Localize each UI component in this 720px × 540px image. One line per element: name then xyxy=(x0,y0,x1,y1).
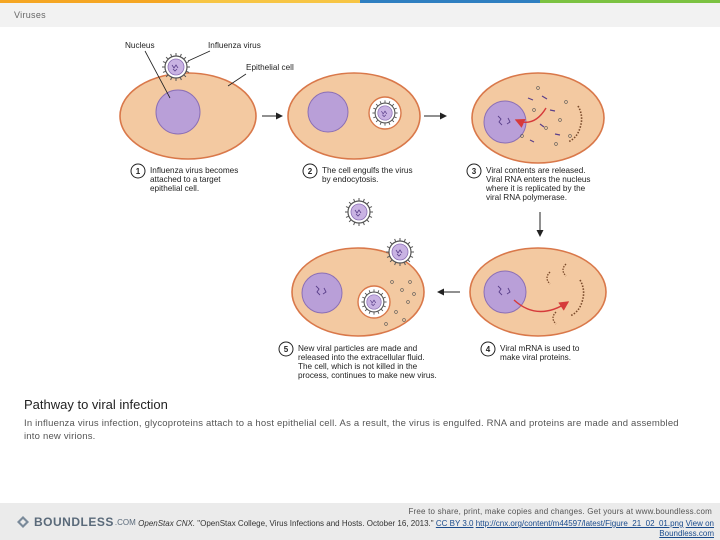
svg-text:Viral RNA enters the nucleus: Viral RNA enters the nucleus xyxy=(486,175,591,184)
svg-text:New viral particles are made a: New viral particles are made and xyxy=(298,344,418,353)
cell-step-1 xyxy=(120,53,256,159)
svg-text:The cell engulfs the virus: The cell engulfs the virus xyxy=(322,166,413,175)
viral-infection-diagram xyxy=(110,36,620,386)
citation-text: "OpenStax College, Virus Infections and Hosts. October 16, 2013." xyxy=(195,519,436,528)
pointer-epithelial-cell xyxy=(228,74,246,86)
released-virus xyxy=(345,198,373,226)
svg-text:2: 2 xyxy=(307,167,313,176)
cell-step-3 xyxy=(472,73,604,163)
svg-text:Viral contents are released.: Viral contents are released. xyxy=(486,166,586,175)
caption-title: Pathway to viral infection xyxy=(24,397,168,412)
step-2-label xyxy=(303,164,413,184)
pointer-influenza-virus xyxy=(188,51,210,61)
logo-suffix: .COM xyxy=(114,517,136,527)
svg-text:by endocytosis.: by endocytosis. xyxy=(322,175,379,184)
citation xyxy=(134,519,714,539)
cell-step-5 xyxy=(292,238,424,336)
step-1-label xyxy=(131,164,238,193)
svg-text:3: 3 xyxy=(471,167,477,176)
logo-wordmark: BOUNDLESS xyxy=(34,515,114,529)
svg-text:5: 5 xyxy=(283,345,289,354)
svg-text:process, continues to make new: process, continues to make new virus. xyxy=(298,371,437,380)
boundless-logo[interactable] xyxy=(16,515,136,529)
svg-text:1: 1 xyxy=(135,167,141,176)
svg-text:Viral mRNA is used to: Viral mRNA is used to xyxy=(500,344,580,353)
cell-step-2 xyxy=(288,73,420,159)
step-5-label xyxy=(279,342,437,380)
svg-text:viral RNA polymerase.: viral RNA polymerase. xyxy=(486,193,567,202)
citation-source: OpenStax CNX. xyxy=(138,519,196,528)
svg-text:make viral proteins.: make viral proteins. xyxy=(500,353,571,362)
svg-text:attached to a target: attached to a target xyxy=(150,175,221,184)
svg-text:4: 4 xyxy=(485,345,491,354)
view-on-boundless-link[interactable]: View on Boundless.com xyxy=(659,519,714,538)
svg-text:epithelial cell.: epithelial cell. xyxy=(150,184,200,193)
svg-text:where it is replicated by the: where it is replicated by the xyxy=(486,184,586,193)
source-url-link[interactable]: http://cnx.org/content/m44597/latest/Figure_21_02_01.png xyxy=(475,519,684,528)
svg-text:The cell, which is not killed: The cell, which is not killed in the xyxy=(298,362,418,371)
label-epithelial-cell: Epithelial cell xyxy=(246,63,294,72)
label-influenza-virus: Influenza virus xyxy=(208,41,261,50)
step-3-label xyxy=(467,164,591,202)
step-4-label xyxy=(481,342,580,362)
label-nucleus: Nucleus xyxy=(125,41,155,50)
slide-title: Viruses xyxy=(14,10,46,20)
cell-step-4 xyxy=(470,248,606,336)
svg-text:Influenza virus becomes: Influenza virus becomes xyxy=(150,166,239,175)
svg-text:released into the extracellula: released into the extracellular fluid. xyxy=(298,353,425,362)
license-link[interactable]: CC BY 3.0 xyxy=(435,519,474,528)
caption-description: In influenza virus infection, glycoproteins attach to a host epithelial cell. As a result, the virus is engulfed. RNA and proteins are made and assembled into new virions. xyxy=(24,418,679,442)
boundless-logo-icon xyxy=(16,515,30,529)
slide-header xyxy=(0,3,720,27)
license-notice: Free to share, print, make copies and changes. Get yours at www.boundless.com xyxy=(408,507,712,516)
footer xyxy=(0,503,720,540)
